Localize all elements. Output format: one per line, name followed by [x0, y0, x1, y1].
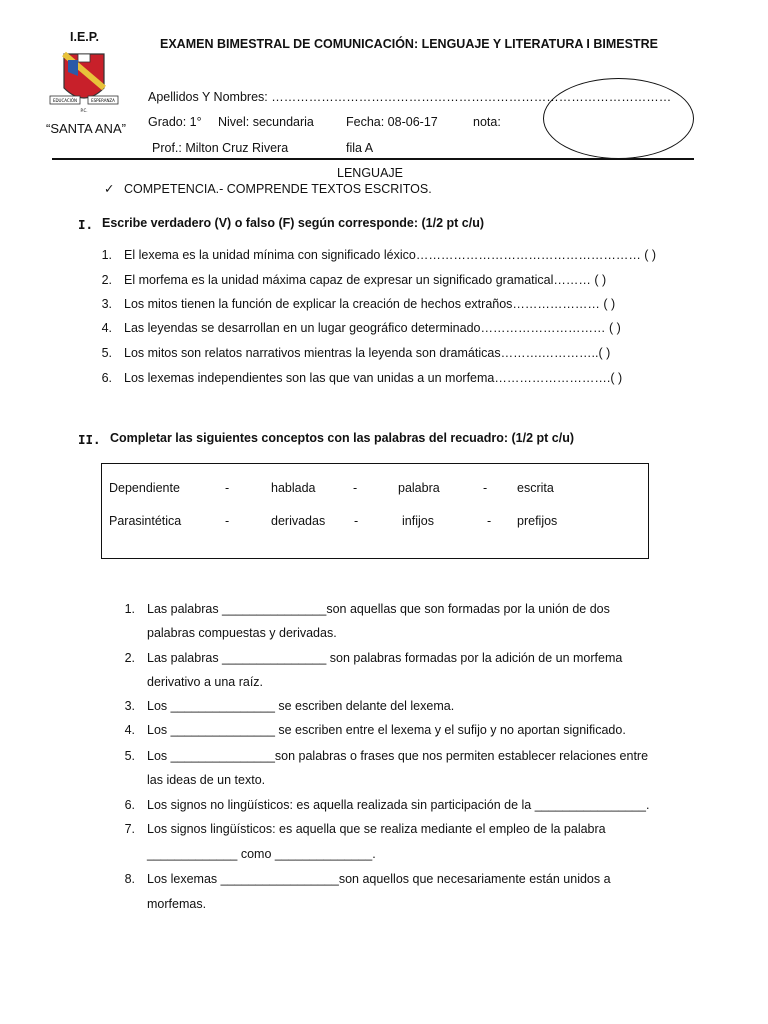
logo-initials: P.C.	[80, 108, 88, 113]
list-item: El morfema es la unidad máxima capaz de expresar un significado gramatical……… ( )	[124, 273, 607, 287]
list-item-continuation: derivativo a una raíz.	[147, 675, 264, 689]
list-item: Los _______________son palabras o frases que nos permiten establecer relaciones entre	[147, 749, 649, 763]
list-item-number: 8.	[124, 872, 135, 886]
logo-banner-left: EDUCACIÓN	[52, 98, 78, 103]
list-item-number: 4.	[101, 321, 112, 335]
word-bank-separator: -	[353, 481, 358, 495]
list-item-number: 5.	[101, 346, 112, 360]
list-item: Los mitos tienen la función de explicar la creación de hechos extraños………………… ( )	[124, 297, 616, 311]
logo-banner-right: ESPERANZA	[91, 98, 115, 103]
level-label: Nivel: secundaria	[218, 115, 314, 129]
list-item-number: 6.	[101, 371, 112, 385]
word-bank-word: hablada	[271, 481, 316, 495]
grade-label: Grado: 1°	[148, 115, 202, 129]
list-item-continuation: _____________ como ______________.	[147, 847, 376, 861]
list-item-number: 2.	[101, 273, 112, 287]
list-item-number: 3.	[101, 297, 112, 311]
list-item-number: 1.	[124, 602, 135, 616]
list-item: Los signos no lingüísticos: es aquella realizada sin participación de la ________________.	[147, 798, 650, 812]
word-bank-separator: -	[487, 514, 492, 528]
exam-title: EXAMEN BIMESTRAL DE COMUNICACIÓN: LENGUAJE Y LITERATURA I BIMESTRE	[160, 37, 658, 51]
part2-roman: II.	[78, 432, 101, 447]
checkmark-icon: ✓	[104, 182, 115, 196]
school-name: “SANTA ANA”	[46, 121, 126, 136]
row-label: fila A	[346, 141, 374, 155]
word-bank-separator: -	[354, 514, 359, 528]
section-title: LENGUAJE	[337, 166, 403, 180]
school-crest-logo	[48, 48, 120, 116]
word-bank-separator: -	[483, 481, 488, 495]
word-bank-word: derivadas	[271, 514, 326, 528]
score-oval	[543, 78, 694, 159]
list-item-number: 2.	[124, 651, 135, 665]
list-item-number: 5.	[124, 749, 135, 763]
list-item-number: 1.	[101, 248, 112, 262]
list-item-number: 3.	[124, 699, 135, 713]
list-item-continuation: palabras compuestas y derivadas.	[147, 626, 337, 640]
list-item: Las palabras _______________ son palabras formadas por la adición de un morfema	[147, 651, 623, 665]
word-bank-word: infijos	[402, 514, 434, 528]
list-item: Los mitos son relatos narrativos mientras la leyenda son dramáticas……….…………..( )	[124, 346, 611, 360]
word-bank-word: Parasintética	[109, 514, 182, 528]
list-item: Los signos lingüísticos: es aquella que se realiza mediante el empleo de la palabra	[147, 822, 606, 836]
list-item: Las palabras _______________son aquellas que son formadas por la unión de dos	[147, 602, 610, 616]
word-bank-word: palabra	[398, 481, 440, 495]
list-item: Los lexemas independientes son las que van unidas a un morfema……………………….( )	[124, 371, 623, 385]
grade-score-label: nota:	[473, 115, 501, 129]
list-item-number: 6.	[124, 798, 135, 812]
date-label: Fecha: 08-06-17	[346, 115, 438, 129]
list-item-continuation: morfemas.	[147, 897, 207, 911]
list-item-number: 4.	[124, 723, 135, 737]
list-item-number: 7.	[124, 822, 135, 836]
list-item-continuation: las ideas de un texto.	[147, 773, 266, 787]
competence-text: COMPETENCIA.- COMPRENDE TEXTOS ESCRITOS.	[124, 182, 432, 196]
list-item: Los lexemas _________________son aquellos que necesariamente están unidos a	[147, 872, 611, 886]
word-bank-word: escrita	[517, 481, 554, 495]
word-bank-box	[101, 463, 649, 559]
part1-instruction: Escribe verdadero (V) o falso (F) según corresponde: (1/2 pt c/u)	[102, 216, 485, 230]
word-bank-word: Dependiente	[109, 481, 180, 495]
teacher-label: Prof.: Milton Cruz Rivera	[152, 141, 289, 155]
word-bank-separator: -	[225, 481, 230, 495]
part2-instruction: Completar las siguientes conceptos con las palabras del recuadro: (1/2 pt c/u)	[110, 431, 575, 445]
word-bank-word: prefijos	[517, 514, 558, 528]
list-item: Los _______________ se escriben delante del lexema.	[147, 699, 455, 713]
student-name-field[interactable]: Apellidos Y Nombres: ……………………………………………………………………………………	[148, 90, 672, 104]
part1-roman: I.	[78, 217, 94, 232]
list-item: El lexema es la unidad mínima con significado léxico……………………………………………… ( )	[124, 248, 657, 262]
school-abbreviation: I.E.P.	[70, 30, 99, 44]
header-divider	[52, 158, 694, 160]
word-bank-separator: -	[225, 514, 230, 528]
list-item: Los _______________ se escriben entre el lexema y el sufijo y no aportan significado.	[147, 723, 626, 737]
list-item: Las leyendas se desarrollan en un lugar geográfico determinado………………………… ( )	[124, 321, 621, 335]
